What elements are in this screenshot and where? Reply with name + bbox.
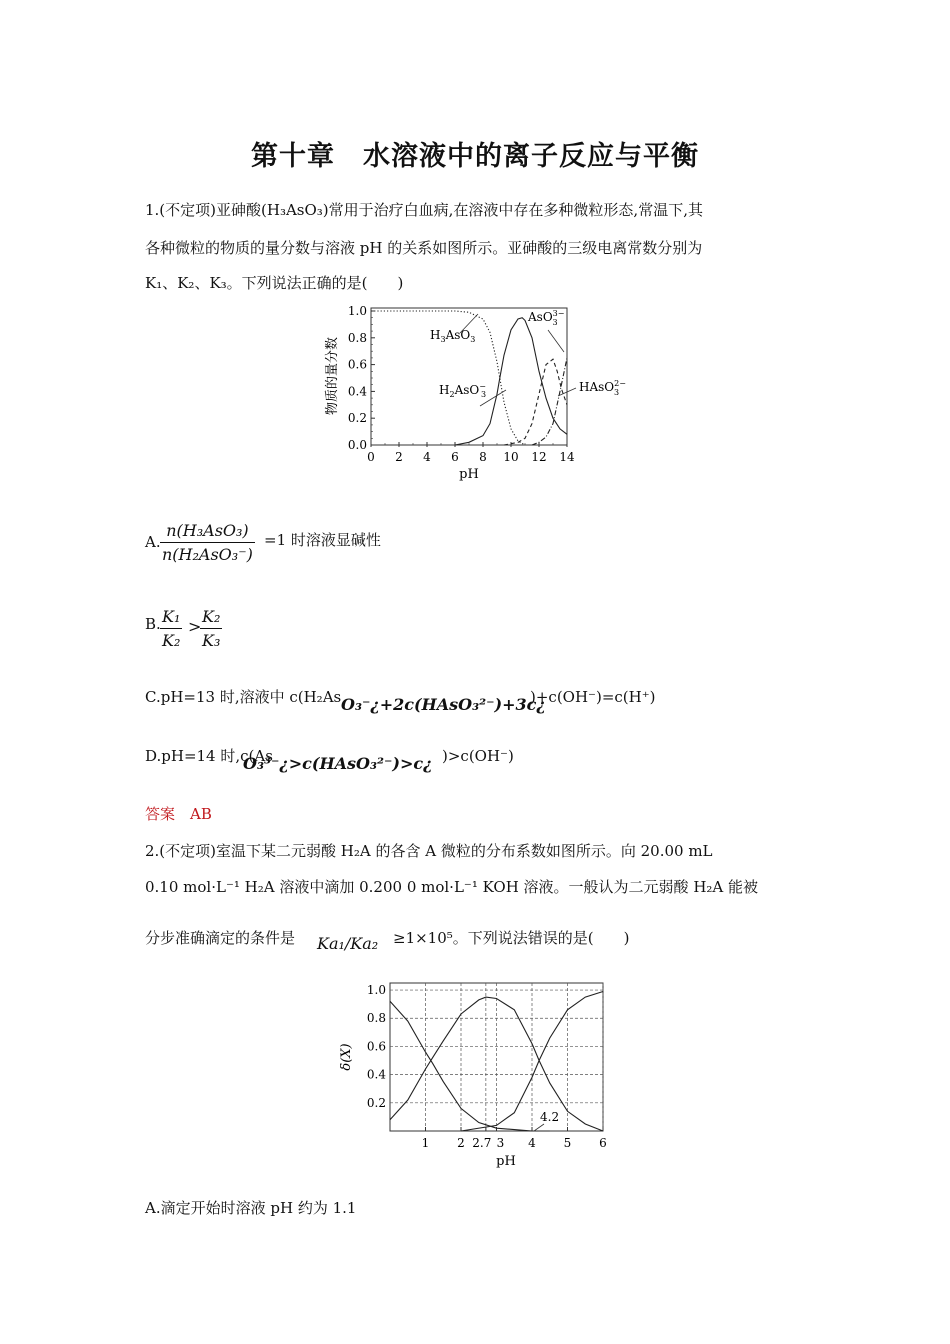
- c1-ytick-label: 0.0: [347, 438, 367, 452]
- c2-ytick-label: 0.4: [366, 1067, 386, 1082]
- c2-ytick-label: 1.0: [366, 983, 386, 998]
- c1-xtick-label: 2: [395, 450, 403, 464]
- c1-xlabel: pH: [459, 467, 479, 482]
- q1-optA-numerator: n(H₃AsO₃): [160, 521, 255, 543]
- c1-annot-h3aso3: $H_3AsO_3$: [430, 328, 476, 344]
- c1-ytick-label: 0.6: [347, 357, 367, 372]
- q1-optB-frac2-num: K₂: [200, 607, 222, 629]
- c1-ytick-label: 0.2: [347, 411, 367, 426]
- c2-series-H₂A: [390, 1001, 550, 1131]
- c1-ytick-label: 1.0: [347, 304, 367, 318]
- c1-xtick-label: 8: [479, 450, 487, 464]
- q1-optA-fraction: [160, 521, 255, 564]
- q1-optC-math: O₃⁻¿+2c(HAsO₃²⁻)+3c¿: [341, 695, 546, 714]
- q2-stem-line3-pre: 分步准确滴定的条件是: [145, 929, 296, 947]
- q1-optA-denominator: n(H₂AsO₃⁻): [162, 545, 253, 564]
- c1-xtick-label: 6: [451, 450, 459, 464]
- c1-xtick-label: 14: [559, 450, 575, 464]
- c1-ylabel: 物质的量分数: [325, 336, 340, 416]
- q1-stem-line3: K₁、K₂、K₃。下列说法正确的是( ): [145, 274, 404, 292]
- q2-stem-ka-ratio: Ka₁/Ka₂: [317, 934, 379, 953]
- q2-stem-line3-post: ≥1×10⁵。下列说法错误的是( ): [393, 929, 630, 947]
- q1-optD-math: O₃³⁻¿>c(HAsO₃²⁻)>c¿: [243, 754, 433, 773]
- c2-xtick-label: 4: [528, 1136, 536, 1150]
- c2-xlabel: pH: [496, 1154, 516, 1169]
- q1-stem-line2: 各种微粒的物质的量分数与溶液 pH 的关系如图所示。亚砷酸的三级电离常数分别为: [145, 239, 703, 257]
- c1-annot-h2aso3: $H_2AsO^-$ 3: [439, 382, 487, 399]
- c2-ytick-label: 0.6: [366, 1039, 386, 1054]
- c2-xtick-label: 6: [599, 1136, 607, 1150]
- c1-series-AsO₃³⁻: [532, 358, 567, 445]
- q2-stem-line1: 2.(不定项)室温下某二元弱酸 H₂A 的各含 A 微粒的分布系数如图所示。向 20.00 mL: [145, 842, 713, 860]
- chapter-title: 第十章 水溶液中的离子反应与平衡: [251, 141, 699, 172]
- q1-optB-prefix: B.: [145, 615, 161, 633]
- c2-xtick-label: 3: [496, 1136, 505, 1150]
- chart-1-speciation: [310, 300, 640, 490]
- q1-optC-post: )+c(OH⁻)=c(H⁺): [530, 688, 656, 706]
- q1-optB-frac2: [200, 607, 222, 650]
- c1-annot-haso3: HAsO$^{2-}$ 3: [579, 379, 626, 397]
- c2-xtick-label: 2.7: [472, 1136, 492, 1150]
- q1-optC-pre: C.pH=13 时,溶液中 c(H₂As: [145, 688, 342, 706]
- c1-ytick-label: 0.4: [347, 384, 367, 399]
- c1-xtick-label: 0: [367, 450, 375, 464]
- q1-optB-frac2-den: K₃: [202, 631, 221, 650]
- q2-optA: A.滴定开始时溶液 pH 约为 1.1: [145, 1199, 357, 1217]
- c1-ytick-label: 0.8: [347, 330, 367, 345]
- q1-optD-pre: D.pH=14 时,c(As: [145, 747, 273, 765]
- q1-stem-line1: 1.(不定项)亚砷酸(H₃AsO₃)常用于治疗白血病,在溶液中存在多种微粒形态,常温下,其: [145, 201, 703, 219]
- q1-optB-operator: >: [188, 617, 202, 636]
- c1-xtick-label: 12: [531, 450, 547, 464]
- c2-xtick-label: 2: [457, 1136, 465, 1150]
- q1-optB-frac1: [160, 607, 182, 650]
- q1-optB-frac1-den: K₂: [162, 631, 181, 650]
- c1-xtick-label: 4: [423, 450, 431, 464]
- c1-xtick-label: 10: [503, 450, 519, 464]
- c1-annot-aso3: AsO$^{3-}$ 3: [528, 309, 565, 327]
- c2-ylabel: δ(X): [339, 1043, 354, 1071]
- c2-ytick-label: 0.8: [366, 1011, 386, 1026]
- chart-2-distribution: [330, 975, 630, 1175]
- c2-ytick-label: 0.2: [366, 1095, 386, 1110]
- c2-annot-4.2: 4.2: [540, 1110, 560, 1124]
- c2-xtick-label: 1: [421, 1136, 430, 1150]
- q1-optA-suffix: =1 时溶液显碱性: [264, 531, 381, 549]
- q1-optB-frac1-num: K₁: [160, 607, 182, 629]
- c2-xtick-label: 5: [563, 1136, 572, 1150]
- q1-optA-prefix: A.: [145, 533, 161, 551]
- q1-answer: 答案 AB: [145, 805, 212, 823]
- q1-optD-post: )>c(OH⁻): [442, 747, 514, 765]
- q2-stem-line2: 0.10 mol·L⁻¹ H₂A 溶液中滴加 0.200 0 mol·L⁻¹ KOH 溶液。一般认为二元弱酸 H₂A 能被: [145, 878, 759, 896]
